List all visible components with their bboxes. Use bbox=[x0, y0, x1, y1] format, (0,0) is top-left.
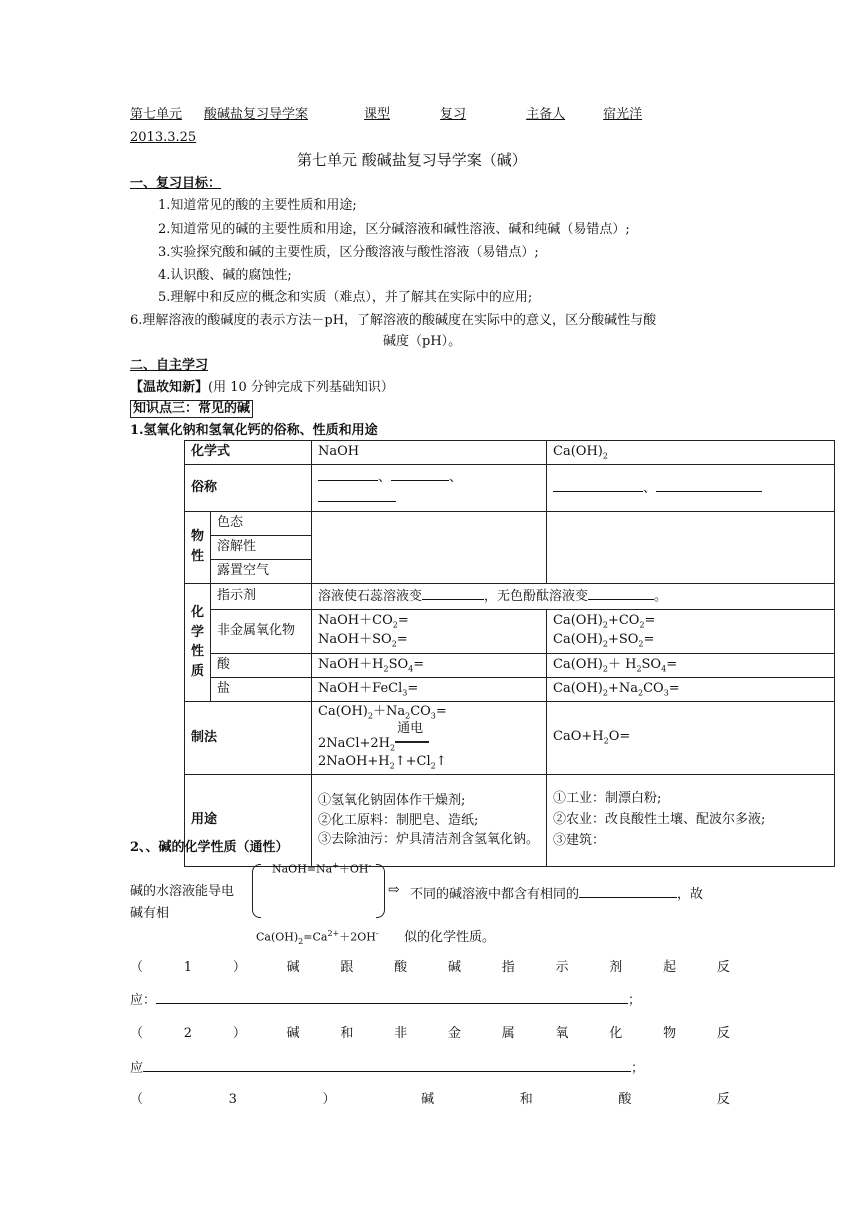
review-line bbox=[130, 380, 394, 396]
header-line bbox=[130, 107, 642, 123]
row-indicator bbox=[185, 583, 835, 609]
objective-6-cont: 碱度（pH）。 bbox=[383, 334, 462, 349]
cell-naoh-salt: NaOH＋FeCl$_3$= bbox=[312, 677, 547, 701]
objective-3: 3.实验探究酸和碱的主要性质，区分酸溶液与酸性溶液（易错点）; bbox=[158, 245, 539, 260]
objective-6: 6.理解溶液的酸碱度的表示方法－pH，了解溶液的酸碱度在实际中的意义，区分酸碱性与酸 bbox=[130, 313, 657, 328]
question-3-line: （ 3 ） 碱 和 酸 反 bbox=[130, 1092, 730, 1107]
header-type-label: 课型 bbox=[364, 107, 391, 122]
common-ion-line[interactable]: 不同的碱溶液中都含有相同的 ，故 bbox=[410, 884, 703, 903]
doc-title: 第七单元 酸碱盐复习导学案（碱） bbox=[297, 151, 527, 169]
cell-acid: 酸 bbox=[211, 653, 312, 677]
cell-nonmetal-oxide: 非金属氧化物 bbox=[211, 609, 312, 653]
caoh2-use-3: ③建筑： bbox=[553, 832, 606, 848]
section2-heading: 二、自主学习 bbox=[130, 358, 209, 373]
cell-caoh2-salt: $Ca(OH)_2+Na_2CO_3=$ bbox=[547, 677, 835, 701]
header-author-value: 宿光洋 bbox=[603, 107, 643, 122]
conduct-text: 碱的水溶液能导电 bbox=[130, 884, 235, 899]
header-type-value: 复习 bbox=[440, 107, 467, 122]
cell-solubility: 溶解性 bbox=[211, 535, 312, 559]
question-1-answer[interactable]: 应： ； bbox=[130, 990, 641, 1009]
review-label: 【温故知新】 bbox=[130, 380, 209, 395]
row-nonmetal-oxide bbox=[185, 609, 835, 653]
naoh-use-1: ①氢氧化钠固体作干燥剂; bbox=[318, 793, 466, 809]
question-1-line: （ 1 ） 碱 跟 酸 碱 指 示 剂 起 反 bbox=[130, 960, 730, 975]
caoh2-use-1: ①工业：制漂白粉; bbox=[553, 791, 662, 807]
cell-indicator: 指示剂 bbox=[211, 583, 312, 609]
similar-tail: 似的化学性质。 bbox=[404, 930, 496, 945]
section1-heading: 一、复习目标： bbox=[130, 176, 222, 191]
cell-naoh-preparation: $Ca(OH)_2+Na_2CO_3=$ $2NaCl+2H_2$ 通电 $2NaOH+H_2↑+Cl_2↑$ bbox=[312, 702, 547, 775]
header-title: 酸碱盐复习导学案 bbox=[204, 107, 309, 122]
cell-naoh-uses bbox=[312, 775, 547, 867]
header-author-label: 主备人 bbox=[526, 107, 566, 122]
naoh-use-3: ③去除油污：炉具清洁剂含氢氧化钠。 bbox=[318, 832, 540, 848]
header-date: 2013.3.25 bbox=[130, 130, 197, 145]
ionization-naoh: NaOH=Na+＋OH- bbox=[272, 861, 372, 876]
subsection1-title: 1.氢氧化钠和氢氧化钙的俗称、性质和用途 bbox=[130, 423, 378, 438]
cell-chemical-label: 化 学 性 质 bbox=[185, 583, 211, 701]
row-salt bbox=[185, 677, 835, 701]
cell-caoh2-uses bbox=[547, 775, 835, 867]
cell-color-state: 色态 bbox=[211, 511, 312, 535]
ionization-caoh2: $Ca(OH)_2=Ca^{2+}+2OH^-$ bbox=[256, 929, 379, 946]
caoh2-use-2: ②农业：改良酸性土壤、配波尔多液; bbox=[553, 812, 766, 828]
cell-formula-label: 化学式 bbox=[185, 441, 312, 465]
objective-1: 1.知道常见的酸的主要性质和用途; bbox=[158, 198, 357, 213]
naoh-use-2: ②化工原料：制肥皂、造纸; bbox=[318, 812, 479, 828]
row-preparation bbox=[185, 702, 835, 775]
subsection2-title: 2、、碱的化学性质（通性） bbox=[130, 840, 289, 855]
objective-5: 5.理解中和反应的概念和实质（难点），并了解其在实际中的应用; bbox=[158, 290, 533, 305]
row-acid bbox=[185, 653, 835, 677]
objective-2: 2.知道常见的碱的主要性质和用途，区分碱溶液和碱性溶液、碱和纯碱（易错点）; bbox=[158, 222, 630, 237]
cell-common-name-label: 俗称 bbox=[185, 465, 312, 512]
cell-caoh2-oxide: $Ca(OH)_2+CO_2=$ $Ca(OH)_2+SO_2=$ bbox=[547, 609, 835, 653]
arrow-icon: ⇨ bbox=[388, 882, 400, 898]
electrolysis-label: 通电 bbox=[397, 721, 424, 737]
cell-caoh2-physical[interactable] bbox=[547, 511, 835, 583]
row-formula bbox=[185, 441, 835, 465]
right-brace bbox=[376, 864, 385, 918]
row-common-name bbox=[185, 465, 835, 512]
knowledge-point-box: 知识点三：常见的碱 bbox=[130, 400, 253, 418]
question-2-answer[interactable]: 应 ； bbox=[130, 1058, 644, 1077]
cell-preparation-label: 制法 bbox=[185, 702, 312, 775]
cell-naoh: NaOH bbox=[312, 441, 547, 465]
base-properties-table bbox=[184, 440, 835, 867]
cell-caoh2-preparation: $CaO+H_2O=$ bbox=[547, 702, 835, 775]
cell-naoh-oxide: $NaOH+CO_2=$ $NaOH+SO_2=$ bbox=[312, 609, 547, 653]
cell-uses-label: 用途 bbox=[185, 775, 312, 867]
cell-naoh-physical[interactable] bbox=[312, 511, 547, 583]
left-brace bbox=[252, 864, 261, 918]
objective-4: 4.认识酸、碱的腐蚀性; bbox=[158, 268, 292, 283]
cell-caoh2-acid: $Ca(OH)_2+ H_2SO_4=$ bbox=[547, 653, 835, 677]
similar-text: 碱有相 bbox=[130, 906, 170, 921]
cell-salt: 盐 bbox=[211, 677, 312, 701]
review-note: (用 10 分钟完成下列基础知识） bbox=[208, 380, 394, 395]
cell-caoh2-name-blanks[interactable]: 、 bbox=[547, 465, 835, 512]
cell-exposure: 露置空气 bbox=[211, 559, 312, 583]
cell-naoh-name-blanks[interactable]: 、 、 bbox=[312, 465, 547, 512]
cell-caoh2: $Ca(OH)_2$ bbox=[547, 441, 835, 465]
cell-naoh-acid: $NaOH+H_2SO_4=$ bbox=[312, 653, 547, 677]
header-unit: 第七单元 bbox=[130, 107, 183, 122]
row-color-state bbox=[185, 511, 835, 535]
cell-indicator-text[interactable]: 溶液使石蕊溶液变 ，无色酚酞溶液变 。 bbox=[312, 583, 835, 609]
cell-physical-label: 物 性 bbox=[185, 511, 211, 583]
question-2-line: （ 2 ） 碱 和 非 金 属 氧 化 物 反 bbox=[130, 1026, 730, 1041]
